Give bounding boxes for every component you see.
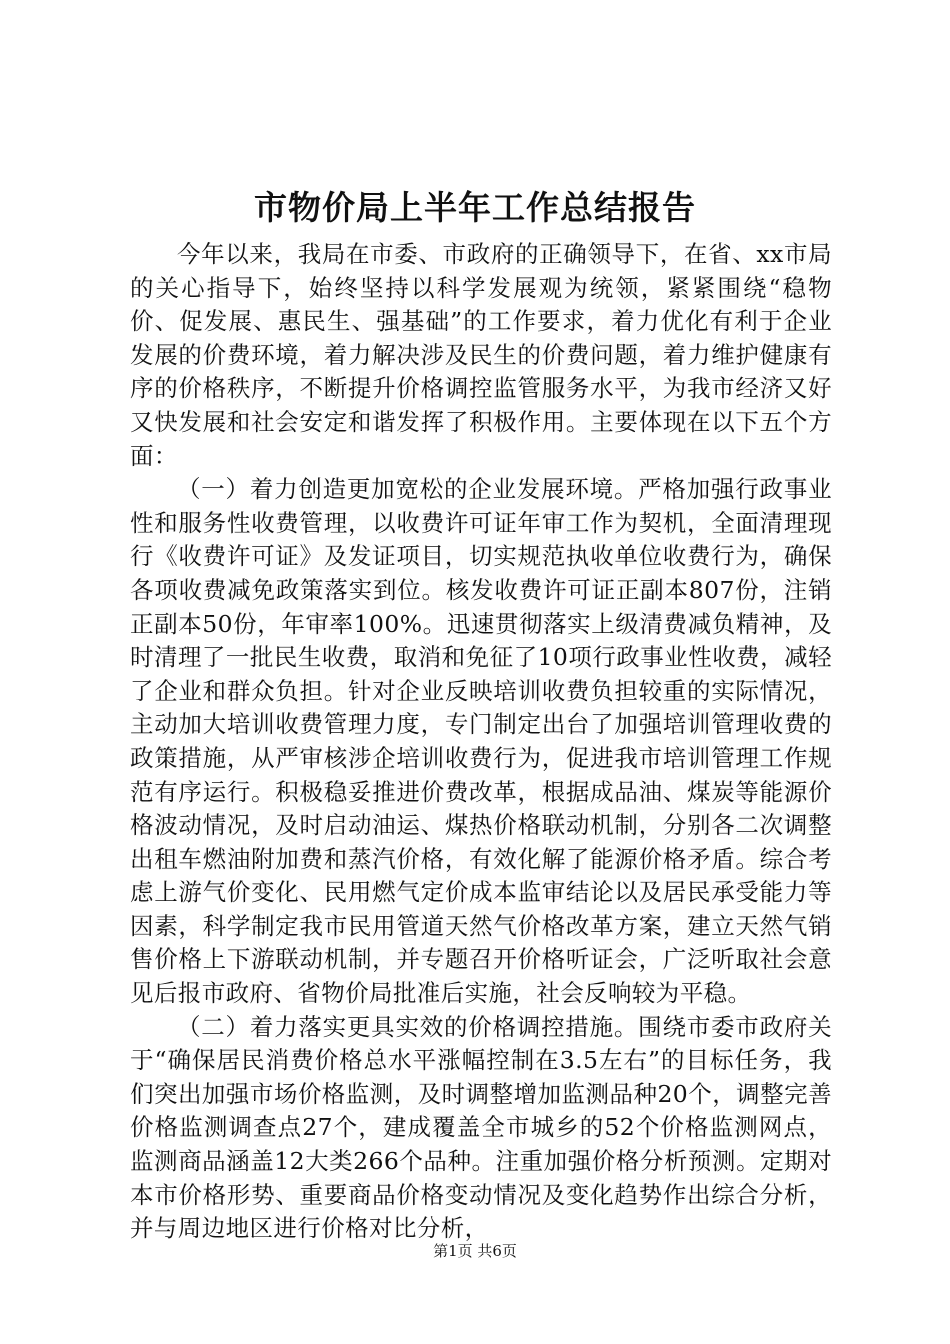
paragraph-section-2: （二）着力落实更具实效的价格调控措施。围绕市委市政府关于“确保居民消费价格总水平涨幅控制在3.5左右”的目标任务，我们突出加强市场价格监测，及时调整增加监测品种20个，调整完善价格监测调查点27个，建成覆盖全市城乡的52个价格监测网点，监测商品涵盖12大类266个品种。注重加强价格分析预测。定期对本市价格形势、重要商品价格变动情况及变化趋势作出综合分析，并与周边地区进行价格对比分析， (130, 1012, 832, 1243)
paragraph-section-1: （一）着力创造更加宽松的企业发展环境。严格加强行政事业性和服务性收费管理，以收费许可证年审工作为契机，全面清理现行《收费许可证》及发证项目，切实规范执收单位收费行为，确保各项收费减免政策落实到位。核发收费许可证正副本807份，注销正副本50份，年审率100%。迅速贯彻落实上级清费减负精神，及时清理了一批民生收费，取消和免征了10项行政事业性收费，减轻了企业和群众负担。针对企业反映培训收费负担较重的实际情况，主动加大培训收费管理力度，专门制定出台了加强培训管理收费的政策措施，从严审核涉企培训收费行为，促进我市培训管理工作规范有序运行。积极稳妥推进价费改革，根据成品油、煤炭等能源价格波动情况，及时启动油运、煤热价格联动机制，分别各二次调整出租车燃油附加费和蒸汽价格，有效化解了能源价格矛盾。综合考虑上游气价变化、民用燃气定价成本监审结论以及居民承受能力等因素，科学制定我市民用管道天然气价格改革方案，建立天然气销售价格上下游联动机制，并专题召开价格听证会，广泛听取社会意见后报市政府、省物价局批准后实施，社会反响较为平稳。 (130, 475, 832, 1008)
paragraph-intro: 今年以来，我局在市委、市政府的正确领导下，在省、xx市局的关心指导下，始终坚持以科学发展观为统领，紧紧围绕“稳物价、促发展、惠民生、强基础”的工作要求，着力优化有利于企业发展的价费环境，着力解决涉及民生的价费问题，着力维护健康有序的价格秩序，不断提升价格调控监管服务水平，为我市经济又好又快发展和社会安定和谐发挥了积极作用。主要体现在以下五个方面： (130, 240, 832, 470)
document-title: 市物价局上半年工作总结报告 (254, 188, 696, 227)
document-body (130, 238, 832, 1246)
page-number-footer: 第1页 共6页 (433, 1242, 517, 1260)
